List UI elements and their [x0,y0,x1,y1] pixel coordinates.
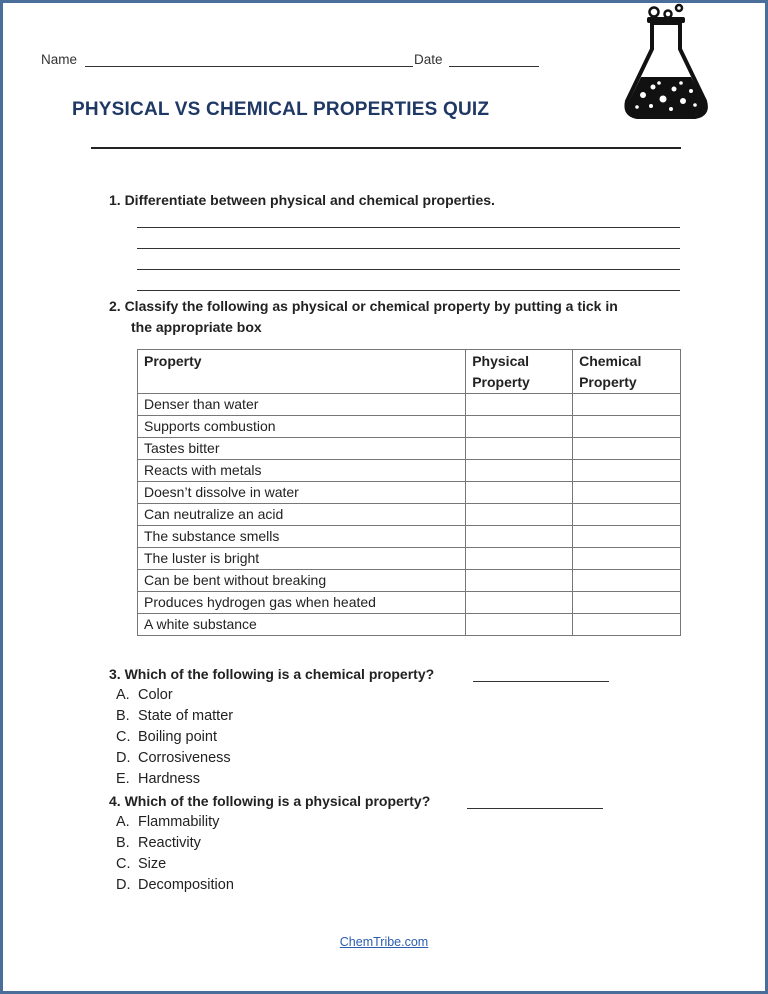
chemical-tick-box[interactable] [573,548,681,570]
answer-line[interactable] [137,269,680,270]
option-letter: C. [116,856,131,872]
question-3-option [116,750,231,766]
physical-tick-box[interactable] [466,416,573,438]
question-2-line-2: the appropriate box [131,319,262,335]
option-letter: A. [116,687,130,703]
option-letter: B. [116,708,130,724]
chemical-tick-box[interactable] [573,526,681,548]
option-text: Reactivity [138,835,201,851]
erlenmeyer-flask-icon [621,3,717,125]
chemical-tick-box[interactable] [573,416,681,438]
chemical-tick-box[interactable] [573,614,681,636]
option-letter: D. [116,877,131,893]
column-header-chemical: Chemical Property [573,350,681,394]
chemical-tick-box[interactable] [573,394,681,416]
question-4-option [116,856,166,872]
option-text: Color [138,687,173,703]
column-header-property: Property [138,350,466,394]
table-row [138,504,681,526]
name-field[interactable] [85,66,413,67]
question-3-option [116,708,233,724]
chemical-tick-box[interactable] [573,592,681,614]
table-row [138,394,681,416]
question-4: 4. Which of the following is a physical property? [109,793,431,809]
table-row [138,416,681,438]
name-label: Name [41,52,78,67]
property-cell: Can neutralize an acid [138,504,466,526]
chemical-tick-box[interactable] [573,460,681,482]
option-text: Boiling point [138,729,217,745]
physical-tick-box[interactable] [466,482,573,504]
question-3-option [116,771,200,787]
option-letter: A. [116,814,130,830]
property-cell: A white substance [138,614,466,636]
question-4-answer-blank[interactable] [467,808,603,809]
table-row [138,438,681,460]
option-text: Flammability [138,814,220,830]
property-table [137,349,681,636]
property-cell: Supports combustion [138,416,466,438]
answer-line[interactable] [137,248,680,249]
question-3-answer-blank[interactable] [473,681,609,682]
title-divider [91,147,681,149]
property-cell: Denser than water [138,394,466,416]
physical-tick-box[interactable] [466,394,573,416]
physical-tick-box[interactable] [466,614,573,636]
physical-tick-box[interactable] [466,570,573,592]
option-text: State of matter [138,708,234,724]
physical-tick-box[interactable] [466,592,573,614]
date-label: Date [414,52,443,67]
table-row [138,482,681,504]
question-1: 1. Differentiate between physical and chemical properties. [109,192,495,208]
option-text: Hardness [138,771,201,787]
option-text: Corrosiveness [138,750,231,766]
table-row [138,570,681,592]
table-header-row [138,350,681,394]
physical-tick-box[interactable] [466,526,573,548]
physical-tick-box[interactable] [466,548,573,570]
chemical-tick-box[interactable] [573,504,681,526]
table-row [138,460,681,482]
physical-tick-box[interactable] [466,438,573,460]
property-cell: Can be bent without breaking [138,570,466,592]
chemical-tick-box[interactable] [573,482,681,504]
property-cell: Reacts with metals [138,460,466,482]
property-cell: Tastes bitter [138,438,466,460]
option-letter: D. [116,750,131,766]
answer-line[interactable] [137,290,680,291]
date-field[interactable] [449,66,539,67]
property-cell: Produces hydrogen gas when heated [138,592,466,614]
column-header-physical: Physical Property [466,350,573,394]
table-row [138,614,681,636]
question-3: 3. Which of the following is a chemical property? [109,666,435,682]
physical-tick-box[interactable] [466,504,573,526]
option-letter: E. [116,771,130,787]
option-letter: B. [116,835,130,851]
property-cell: The substance smells [138,526,466,548]
property-cell: The luster is bright [138,548,466,570]
answer-line[interactable] [137,227,680,228]
question-4-option [116,877,234,893]
option-letter: C. [116,729,131,745]
table-row [138,592,681,614]
table-row [138,548,681,570]
physical-tick-box[interactable] [466,460,573,482]
option-text: Decomposition [138,877,234,893]
question-3-option [116,687,173,703]
option-text: Size [138,856,167,872]
table-row [138,526,681,548]
chemical-tick-box[interactable] [573,438,681,460]
chemical-tick-box[interactable] [573,570,681,592]
page-title: PHYSICAL VS CHEMICAL PROPERTIES QUIZ [72,99,490,120]
question-4-option [116,835,201,851]
chemtribe-link[interactable]: ChemTribe.com [339,935,429,949]
property-cell: Doesn’t dissolve in water [138,482,466,504]
question-4-option [116,814,219,830]
question-2-line-1: 2. Classify the following as physical or chemical property by putting a tick in [109,298,618,314]
question-3-option [116,729,217,745]
